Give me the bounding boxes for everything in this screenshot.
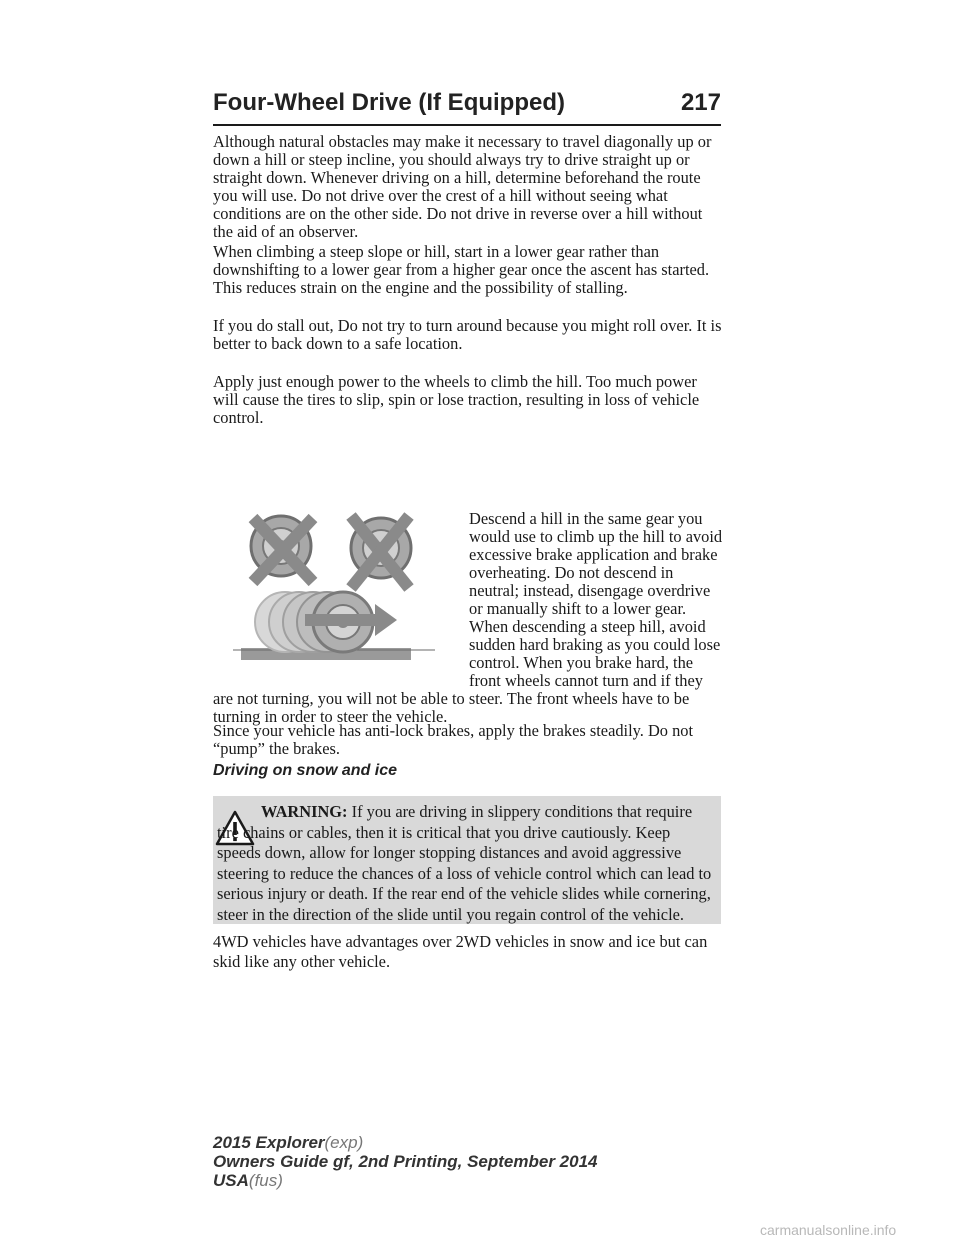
warning-text [217, 802, 713, 925]
subheading-snow-ice: Driving on snow and ice [213, 762, 398, 779]
watermark: carmanualsonline.info [760, 1222, 897, 1238]
paragraph-power: Apply just enough power to the wheels to climb the hill. Too much power will cause the tires to slip, spin or lose traction, resulting in loss of vehicle control. [213, 372, 700, 427]
footer-model-code: (exp) [324, 1133, 364, 1152]
warning-body: If you are driving in slippery conditions that require tire chains or cables, then it is critical that you drive cautiously. Keep speeds down, allow for longer stopping distances and avoid aggressive steering to reduce the chances of a loss of vehicle control which can lead to serious injury or death. If the rear end of the vehicle slides while cornering, steer in the direction of the slide until you regain control of the vehicle. [217, 802, 712, 924]
hill-wheels-illustration [213, 510, 449, 670]
descend-section [213, 510, 723, 726]
footer-guide: Owners Guide gf, 2nd Printing, September 2014 [213, 1152, 598, 1171]
paragraph-climbing: When climbing a steep slope or hill, start in a lower gear rather than downshifting to a lower gear from a higher gear once the ascent has started. This reduces strain on the engine and the possibility of stalling. [213, 242, 710, 297]
warning-box [213, 796, 721, 924]
paragraph-anti-lock: Since your vehicle has anti-lock brakes, apply the brakes steadily. Do not “pump” the brakes. [213, 721, 694, 758]
paragraph-4wd-advantages: 4WD vehicles have advantages over 2WD vehicles in snow and ice but can skid like any other vehicle. [213, 932, 708, 971]
paragraph-stall-out: If you do stall out, Do not try to turn around because you might roll over. It is better to back down to a safe location. [213, 316, 722, 353]
warning-label: WARNING: [261, 802, 348, 821]
footer-model: 2015 Explorer [213, 1133, 325, 1152]
paragraph-diagonal-travel: Although natural obstacles may make it necessary to travel diagonally up or down a hill or steep incline, you should always try to drive straight up or straight down. Whenever driving on a hill, determine beforehand the route you will use. Do not drive over the crest of a hill without seeing what conditions are on the other side. Do not drive in reverse over a hill without the aid of an observer. [213, 132, 712, 241]
section-title: Four-Wheel Drive (If Equipped) [213, 89, 565, 116]
footer-region: USA [213, 1171, 249, 1190]
paragraph-descend: Descend a hill in the same gear you would use to climb up the hill to avoid excessive brake application and brake overheating. Do not descend in neutral; instead, disengage overdrive or manually shift to a lower gear. When descending a steep hill, avoid sudden hard braking as you could lose control. When you brake hard, the front wheels cannot turn and if they are not turning, you will not be able to steer. The front wheels have to be turning in order to steer the vehicle. [213, 509, 723, 726]
footer-region-code: (fus) [248, 1171, 283, 1190]
page-number: 217 [680, 89, 721, 116]
page-footer [213, 1133, 597, 1190]
page-header [213, 88, 721, 126]
